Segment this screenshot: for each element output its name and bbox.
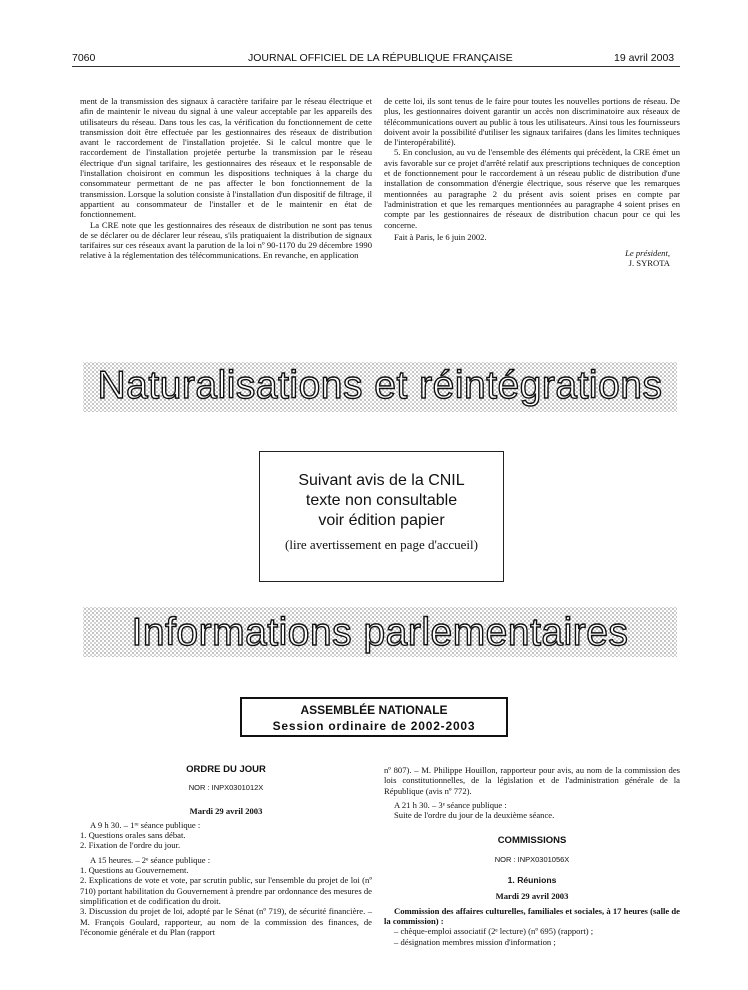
seance-item: 1. Questions au Gouvernement.	[80, 865, 189, 876]
cre-paragraph: de cette loi, ils sont tenus de le faire pour toutes les nouvelles portions de réseau. De plus, les gestionnaires doivent garantir un accès non discriminatoire aux réseaux de télécommunications ouvert au public à tous les utilisateurs. Ainsi tous les fournisseurs doivent avoir la possibilité d'utiliser les signaux tarifaires (dans les limites techniques de l'interopérabilité).	[384, 96, 680, 148]
signature-title: Le président,	[625, 248, 670, 259]
banner-title: Informations parlementaires	[131, 611, 629, 654]
seance-item: 2. Fixation de l'ordre du jour.	[80, 840, 181, 851]
cre-left-column	[80, 96, 372, 261]
seance-item: 2. Explications de vote et vote, par scrutin public, sur l'ensemble du projet de loi (nº 710) portant habilitation du Gouvernement à prendre par ordonnance des mesures de simplification et de codification du droit.	[80, 875, 372, 906]
cnil-line-3: voir édition papier	[318, 512, 445, 529]
commission-name: Commission des affaires culturelles, familiales et sociales, à 17 heures (salle de la commission) :	[384, 905, 680, 926]
reunions-date: Mardi 29 avril 2003	[495, 891, 569, 902]
signature-name: J. SYROTA	[628, 258, 670, 269]
cre-paragraph: Fait à Paris, le 6 juin 2002.	[394, 231, 487, 242]
assemblee-title: ASSEMBLÉE NATIONALE	[300, 703, 448, 717]
reunions-title: 1. Réunions	[507, 875, 557, 886]
ordre-left-column	[80, 765, 372, 937]
section-banner-naturalisations	[83, 362, 677, 412]
issue-date: 19 avril 2003	[614, 52, 675, 64]
cre-paragraph: La CRE note que les gestionnaires des réseaux de distribution ne sont pas tenus de se déclarer ou de déclarer leur réseau, s'ils pratiquaient la distribution de signaux tarifaires sur ces réseaux avant la parution de la loi nº 90-1170 du 29 décembre 1990 relative à la réglementation des télécommunications. En revanche, en application	[80, 219, 372, 261]
ordre-date: Mardi 29 avril 2003	[189, 805, 263, 816]
ordre-right-column	[384, 765, 680, 947]
session-title: Session ordinaire de 2002-2003	[272, 719, 476, 733]
ordre-nor: NOR : INPX0301012X	[188, 783, 264, 793]
cre-right-column	[384, 96, 680, 269]
journal-title: JOURNAL OFFICIEL DE LA RÉPUBLIQUE FRANÇAISE	[248, 52, 513, 64]
seance-item: 3. Discussion du projet de loi, adopté par le Sénat (nº 719), de sécurité financière. – M. François Goulard, rapporteur, au nom de la commission des finances, de l'économie générale et du Plan (rapport	[80, 906, 372, 937]
seance-3-text: Suite de l'ordre du jour de la deuxième séance.	[394, 810, 555, 821]
cnil-notice-box	[259, 451, 504, 582]
cnil-line-4: (lire avertissement en page d'accueil)	[285, 537, 478, 552]
seance-2: A 15 heures. – 2ᵉ séance publique :	[90, 854, 211, 865]
ordre-title: ORDRE DU JOUR	[186, 764, 266, 775]
cre-paragraph: 5. En conclusion, au vu de l'ensemble des éléments qui précèdent, la CRE émet un avis favorable sur ce projet d'arrêté relatif aux prescriptions techniques de conception et de fonctionnement pour le raccordement à un réseau public de distribution d'une installation de consommation d'énergie électrique, sous réserve que les remarques mentionnées au paragraphe 2 du présent avis soient prises en compte par l'administration et que les remarques mentionnées au paragraphe 4 soient prises en compte par les gestionnaires de réseaux de distribution chacun pour ce qui les concerne.	[384, 147, 680, 230]
cnil-line-2: texte non consultable	[305, 492, 458, 509]
cnil-line-1: Suivant avis de la CNIL	[298, 472, 465, 489]
commissions-title: COMMISSIONS	[497, 835, 567, 847]
header-rule	[72, 66, 680, 67]
assemblee-box	[240, 697, 508, 737]
cre-paragraph: ment de la transmission des signaux à caractère tarifaire par le réseau électrique et afin de maintenir le niveau du signal à une valeur acceptable par les appareils des utilisateurs du réseau. Dans tous les cas, la vérification du fonctionnement de cette transmission doit être effectuée par les gestionnaires des réseaux de distribution avant le raccordement de l'installation projetée. Si le calcul montre que le raccordement de l'installation projetée perturbe la transmission par le réseau électrique d'un signal tarifaire, les gestionnaires des réseaux et le responsable de l'installation choisiront en commun les dispositions techniques à la charge du consommateur permettant de ne pas affecter le bon fonctionnement de la transmission. Lorsque la solution consiste à l'installation d'un dispositif de filtrage, il appartient au consommateur de l'installer et de le maintenir en état de fonctionnement.	[80, 96, 372, 220]
commission-item: – désignation membres mission d'information ;	[394, 936, 556, 947]
section-banner-informations	[83, 607, 677, 657]
ordre-continuation: nº 807). – M. Philippe Houillon, rapporteur pour avis, au nom de la commission des lois constitutionnelles, de la législation et de l'administration générale de la République (avis nº 772).	[384, 765, 680, 796]
seance-item: 1. Questions orales sans débat.	[80, 830, 186, 841]
commissions-nor: NOR : INPX0301056X	[494, 854, 570, 864]
seance-3: A 21 h 30. – 3ᵉ séance publique :	[394, 799, 507, 810]
commission-item: – chèque-emploi associatif (2ᵉ lecture) (nº 695) (rapport) ;	[394, 926, 594, 937]
banner-title: Naturalisations et réintégrations	[97, 364, 663, 407]
seance-1: A 9 h 30. – 1ʳᵉ séance publique :	[90, 819, 201, 830]
page-number: 7060	[72, 52, 96, 64]
